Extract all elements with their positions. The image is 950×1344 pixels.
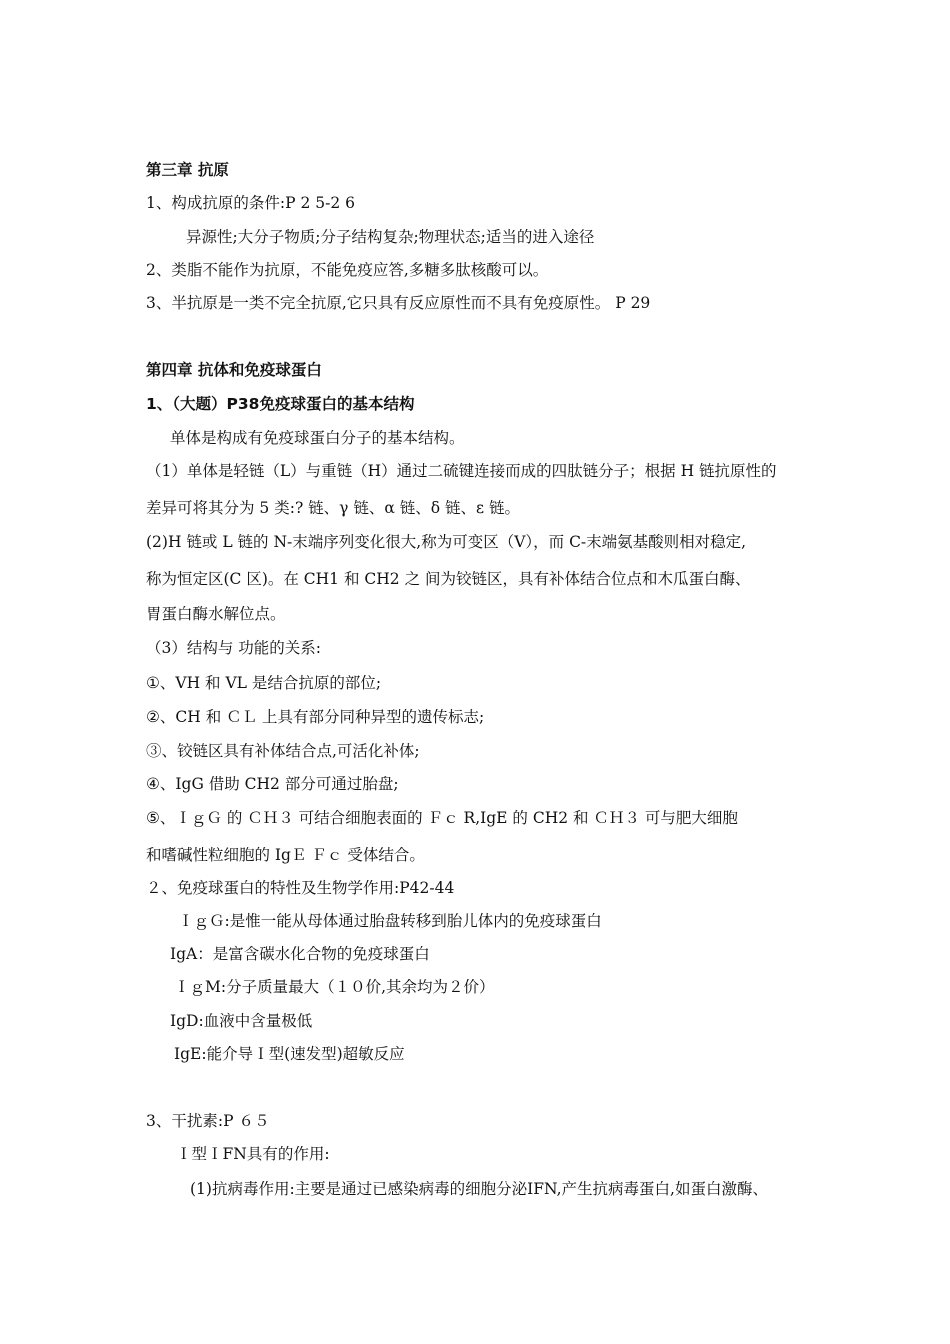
ch4-line: ２、免疫球蛋白的特性及生物学作用:P42-44 — [146, 879, 455, 897]
ch4-question-1-title: 1、（大题）P38免疫球蛋白的基本结构 — [146, 395, 415, 413]
chapter-3-title: 第三章 抗原 — [146, 161, 229, 179]
ch4-line: 单体是构成有免疫球蛋白分子的基本结构。 — [170, 429, 465, 447]
ch4-line: ①、VH 和 VL 是结合抗原的部位; — [146, 674, 382, 692]
ch4-line: ③、铰链区具有补体结合点,可活化补体; — [146, 742, 420, 760]
ch4-line: IgA：是富含碳水化合物的免疫球蛋白 — [170, 945, 430, 963]
ch4-line: 和嗜碱性粒细胞的 IgＥ Ｆｃ 受体结合。 — [146, 846, 425, 864]
chapter-4-title: 第四章 抗体和免疫球蛋白 — [146, 361, 322, 379]
ch3-item-1-detail: 异源性;大分子物质;分子结构复杂;物理状态;适当的进入途径 — [186, 228, 595, 246]
ch4-line: （1）单体是轻链（L）与重链（H）通过二硫键连接而成的四肽链分子；根据 H 链抗原性的 — [146, 462, 777, 480]
ch3-item-3: 3、半抗原是一类不完全抗原,它只具有反应原性而不具有免疫原性。 P 29 — [146, 294, 651, 312]
ch4-line: ④、IgG 借助 CH2 部分可通过胎盘; — [146, 775, 399, 793]
ch4-line: IgD:血液中含量极低 — [170, 1012, 313, 1030]
ch4-line: 称为恒定区(C 区)。在 CH1 和 CH2 之 间为铰链区，具有补体结合位点和木瓜蛋白酶、 — [146, 570, 751, 588]
ch4-line: 3、干扰素:P ６５ — [146, 1112, 270, 1130]
ch4-line: ＩｇＧ:是惟一能从母体通过胎盘转移到胎儿体内的免疫球蛋白 — [178, 912, 602, 930]
ch3-item-1: 1、构成抗原的条件:P 2 5-2 6 — [146, 194, 355, 212]
ch4-line: ＩｇM:分子质量最大（１０价,其余均为２价） — [174, 978, 495, 996]
ch4-line: 差异可将其分为 5 类:? 链、γ 链、α 链、δ 链、ε 链。 — [146, 499, 520, 517]
ch4-line: ②、CH 和 ＣＬ 上具有部分同种异型的遗传标志; — [146, 708, 485, 726]
ch4-line: （3）结构与 功能的关系: — [146, 639, 322, 657]
ch3-item-2: 2、类脂不能作为抗原，不能免疫应答,多糖多肽核酸可以。 — [146, 261, 549, 279]
ch4-line: Ｉ型ＩFN具有的作用: — [176, 1145, 330, 1163]
ch4-line: 胃蛋白酶水解位点。 — [146, 605, 286, 623]
ch4-line: (1)抗病毒作用:主要是通过已感染病毒的细胞分泌IFN,产生抗病毒蛋白,如蛋白激酶、 — [190, 1180, 768, 1198]
ch4-line: (2)H 链或 L 链的 N-末端序列变化很大,称为可变区（V），而 C-末端氨基酸则相对稳定, — [146, 533, 747, 551]
ch4-line: IgE:能介导Ｉ型(速发型)超敏反应 — [174, 1045, 405, 1063]
ch4-line: ⑤、ＩｇＧ 的 ＣＨ３ 可结合细胞表面的 Ｆｃ R,IgE 的 CH2 和 ＣＨ３ 可与肥大细胞 — [146, 809, 738, 827]
